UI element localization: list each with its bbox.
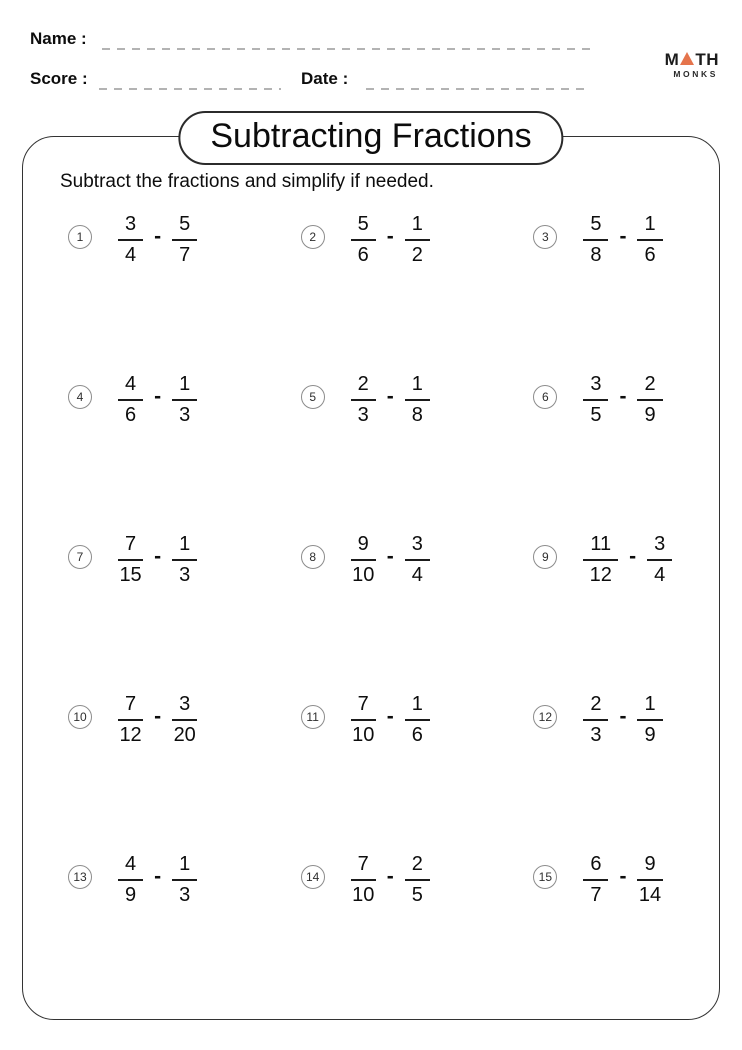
fraction-a [351,373,376,427]
problem-number: 6 [533,385,557,409]
problem [22,640,255,800]
fraction-a [583,533,618,587]
fraction-b [405,213,430,267]
fraction-a [583,693,608,747]
problem [487,800,720,960]
minus-operator: - [629,545,637,568]
fraction-a-denominator: 9 [125,884,137,906]
fraction-b-numerator: 3 [405,533,430,561]
problem [487,480,720,640]
fraction-b [405,373,430,427]
fraction-b-numerator: 9 [637,853,662,881]
fraction-b [637,373,662,427]
fraction-a-denominator: 12 [119,724,142,746]
fraction-b-numerator: 3 [172,693,197,721]
fraction-b-denominator: 9 [644,724,656,746]
fraction-a [351,533,376,587]
problem-number: 7 [68,545,92,569]
fraction-b-denominator: 3 [179,884,191,906]
fraction-b-denominator: 20 [173,724,196,746]
problem [255,640,488,800]
fraction-a-denominator: 4 [125,244,137,266]
minus-operator: - [154,545,162,568]
minus-operator: - [154,385,162,408]
fraction-a-denominator: 10 [352,724,375,746]
logo-m: M [664,50,680,69]
fraction-a-denominator: 3 [590,724,602,746]
fraction-b-denominator: 3 [179,564,191,586]
fraction-b [172,373,197,427]
fraction-a-numerator: 7 [118,693,143,721]
score-label: Score : [30,69,88,88]
name-label: Name : [30,29,87,48]
fraction-a-numerator: 7 [351,853,376,881]
fraction-b-numerator: 1 [637,213,662,241]
fraction-b-denominator: 6 [644,244,656,266]
problem [487,320,720,480]
fraction-a-denominator: 5 [590,404,602,426]
fraction-b [172,213,197,267]
fraction-a [351,693,376,747]
problem [255,480,488,640]
fraction-a [583,853,608,907]
fraction-b [405,853,430,907]
fraction-a-numerator: 4 [118,853,143,881]
problem [487,160,720,320]
fraction-a-numerator: 11 [583,533,618,561]
fraction-b [172,693,197,747]
fraction-b-numerator: 1 [172,853,197,881]
fraction-a-numerator: 4 [118,373,143,401]
fraction-b-numerator: 1 [637,693,662,721]
problem [22,320,255,480]
problem-number: 1 [68,225,92,249]
fraction-a [583,373,608,427]
logo-th: TH [695,50,719,69]
problem-number: 9 [533,545,557,569]
fraction-b-denominator: 5 [411,884,423,906]
fraction-a-numerator: 2 [351,373,376,401]
problem [22,160,255,320]
minus-operator: - [619,865,627,888]
problem-number: 10 [68,705,92,729]
fraction-a-denominator: 8 [590,244,602,266]
fraction-b-denominator: 4 [411,564,423,586]
fraction-a-denominator: 12 [589,564,612,586]
problem-number: 8 [301,545,325,569]
fraction-a-denominator: 6 [357,244,369,266]
fraction-b-denominator: 6 [411,724,423,746]
fraction-a-numerator: 7 [351,693,376,721]
fraction-b-denominator: 8 [411,404,423,426]
fraction-a [351,213,376,267]
fraction-b [637,693,662,747]
logo-subtitle: MONKS [673,69,718,79]
worksheet-title: Subtracting Fractions [178,111,563,165]
fraction-a-numerator: 5 [583,213,608,241]
fraction-b-numerator: 2 [405,853,430,881]
fraction-a [118,533,143,587]
fraction-a [118,373,143,427]
fraction-a-denominator: 7 [590,884,602,906]
fraction-a-denominator: 10 [352,884,375,906]
problem [255,320,488,480]
fraction-a-numerator: 2 [583,693,608,721]
problem-number: 11 [301,705,325,729]
date-label: Date : [301,69,349,88]
fraction-a [118,213,143,267]
fraction-a [351,853,376,907]
fraction-b-numerator: 1 [172,373,197,401]
fraction-b-numerator: 5 [172,213,197,241]
fraction-a-numerator: 3 [118,213,143,241]
fraction-b [405,533,430,587]
fraction-a-numerator: 5 [351,213,376,241]
minus-operator: - [619,225,627,248]
instruction-text: Subtract the fractions and simplify if needed. [60,171,434,192]
math-monks-logo [665,51,719,79]
fraction-b-denominator: 3 [179,404,191,426]
fraction-a-numerator: 7 [118,533,143,561]
fraction-a-denominator: 10 [352,564,375,586]
minus-operator: - [619,385,627,408]
fraction-a [118,693,143,747]
minus-operator: - [386,865,394,888]
fraction-a-denominator: 6 [125,404,137,426]
problem-number: 4 [68,385,92,409]
fraction-a [583,213,608,267]
fraction-b [172,533,197,587]
fraction-b [405,693,430,747]
minus-operator: - [154,705,162,728]
problem [255,800,488,960]
fraction-b-numerator: 1 [405,693,430,721]
minus-operator: - [154,225,162,248]
fraction-b-numerator: 1 [405,213,430,241]
fraction-b-denominator: 2 [411,244,423,266]
fraction-b-numerator: 2 [637,373,662,401]
fraction-a-denominator: 3 [357,404,369,426]
triangle-icon [680,52,694,65]
problem-number: 13 [68,865,92,889]
problem [22,480,255,640]
fraction-a-numerator: 3 [583,373,608,401]
fraction-b-numerator: 1 [405,373,430,401]
problem [22,800,255,960]
problem [255,160,488,320]
score-input-line[interactable] [99,88,281,90]
minus-operator: - [386,705,394,728]
fraction-b [637,213,662,267]
fraction-b-denominator: 14 [638,884,662,906]
name-input-line[interactable] [102,48,590,50]
fraction-b-denominator: 9 [644,404,656,426]
problems-grid [22,160,720,960]
fraction-b-denominator: 4 [654,564,666,586]
problem-number: 5 [301,385,325,409]
problem [487,640,720,800]
fraction-b [637,853,662,907]
date-input-line[interactable] [366,88,590,90]
problem-number: 2 [301,225,325,249]
problem-number: 3 [533,225,557,249]
problem-number: 12 [533,705,557,729]
minus-operator: - [619,705,627,728]
fraction-b-numerator: 3 [647,533,672,561]
minus-operator: - [386,545,394,568]
fraction-b-numerator: 1 [172,533,197,561]
problem-number: 15 [533,865,557,889]
fraction-b [172,853,197,907]
fraction-a-numerator: 6 [583,853,608,881]
fraction-b [647,533,672,587]
minus-operator: - [386,225,394,248]
minus-operator: - [154,865,162,888]
fraction-a-numerator: 9 [351,533,376,561]
minus-operator: - [386,385,394,408]
logo-wordmark [665,51,719,68]
fraction-b-denominator: 7 [179,244,191,266]
fraction-a-denominator: 15 [119,564,142,586]
problem-number: 14 [301,865,325,889]
fraction-a [118,853,143,907]
